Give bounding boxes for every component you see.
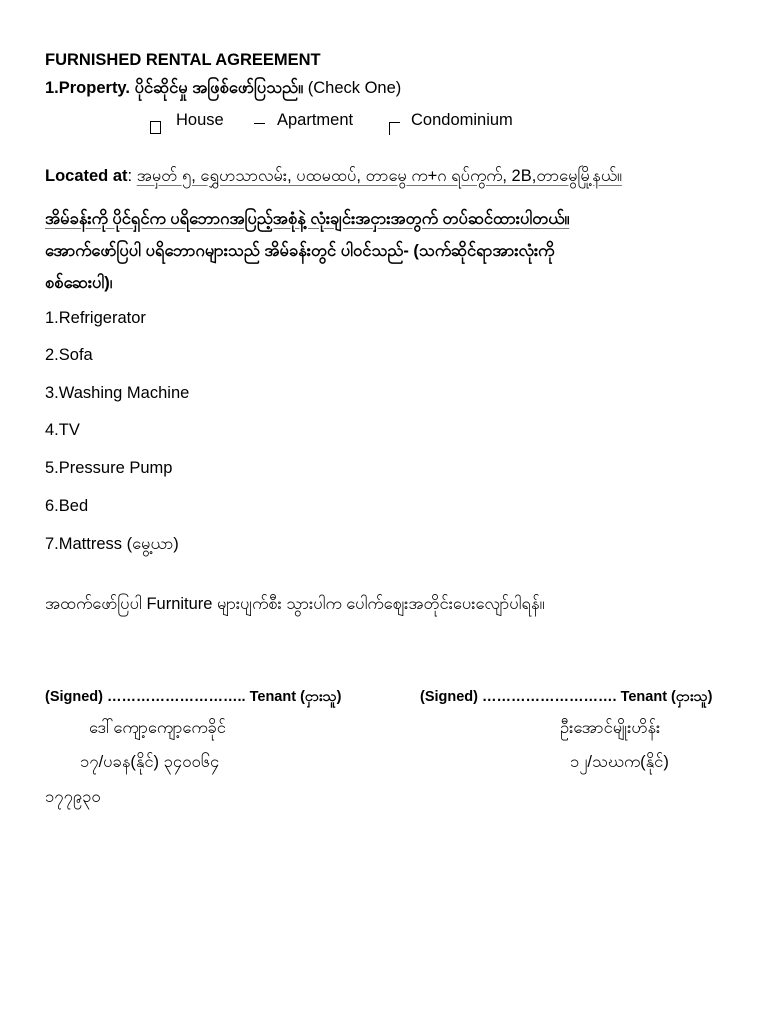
tenant-signature-left: (Signed) ……………………….. Tenant (ငှားသူ) [45, 689, 342, 705]
location-separator: : [127, 167, 133, 185]
condominium-label: Condominium [411, 111, 513, 129]
list-item: 1.Refrigerator [45, 309, 146, 327]
location-label: Located at [45, 167, 128, 185]
apartment-checkbox[interactable] [254, 123, 265, 124]
property-label: 1.Property. [45, 79, 130, 97]
paragraph-line-1: အိမ်ခန်းကို ပိုင်ရှင်က ပရိဘောဂအပြည့်အစုံနဲ့ လုံးချင်းအငှားအတွက် တပ်ဆင်ထားပါတယ်။ [45, 210, 570, 228]
list-item: 6.Bed [45, 497, 89, 515]
house-label: House [176, 111, 224, 129]
paragraph-line-3: စစ်ဆေးပါ)၊ [45, 274, 113, 292]
property-instruction: (Check One) [307, 79, 402, 97]
tenant-nrc-right: ၁၂/သဃက(နိုင်) [570, 753, 669, 771]
tenant-extra-left: ၁၇၇၉၃၀ [45, 788, 101, 806]
list-item: 3.Washing Machine [45, 384, 190, 402]
paragraph-line-2: အောက်ဖော်ပြပါ ပရိဘောဂများသည် အိမ်ခန်းတွင် ပါဝင်သည်- (သက်ဆိုင်ရာအားလုံးကို [45, 242, 555, 260]
apartment-label: Apartment [277, 111, 354, 129]
tenant-name-left: ဒေါ်ကျော့ကျော့ကေခိုင် [89, 719, 226, 737]
tenant-nrc-left: ၁၇/ပခန(နိုင်) ၃၄၀၀၆၄ [80, 753, 220, 771]
damage-note: အထက်ဖော်ပြပါ Furniture များပျက်စီး သွားပါက ပေါက်ဈေးအတိုင်းပေးလျော်ပါရန်။ [45, 595, 545, 613]
list-item: 7.Mattress (မွေ့ယာ) [45, 535, 179, 553]
list-item: 2.Sofa [45, 346, 93, 364]
location-address: အမှတ် ၅, ရွှေဟသာလမ်း, ပထမထပ်, တာမွေ က+ဂ ရပ်ကွက်, 2B,တာမွေမြို့နယ်။ [136, 167, 622, 185]
tenant-name-right: ဦးအောင်မျိုးဟိန်း [560, 719, 661, 737]
property-line [45, 77, 401, 99]
condominium-checkbox[interactable] [389, 122, 400, 135]
location-line [45, 165, 622, 187]
list-item: 4.TV [45, 421, 80, 439]
property-myanmar: ပိုင်ဆိုင်မှု အဖြစ်ဖော်ပြသည်။ [134, 79, 304, 97]
list-item: 5.Pressure Pump [45, 459, 173, 477]
house-checkbox[interactable] [150, 121, 161, 134]
tenant-signature-right: (Signed) ………………………. Tenant (ငှားသူ) [420, 689, 713, 705]
document-title: FURNISHED RENTAL AGREEMENT [45, 51, 321, 69]
